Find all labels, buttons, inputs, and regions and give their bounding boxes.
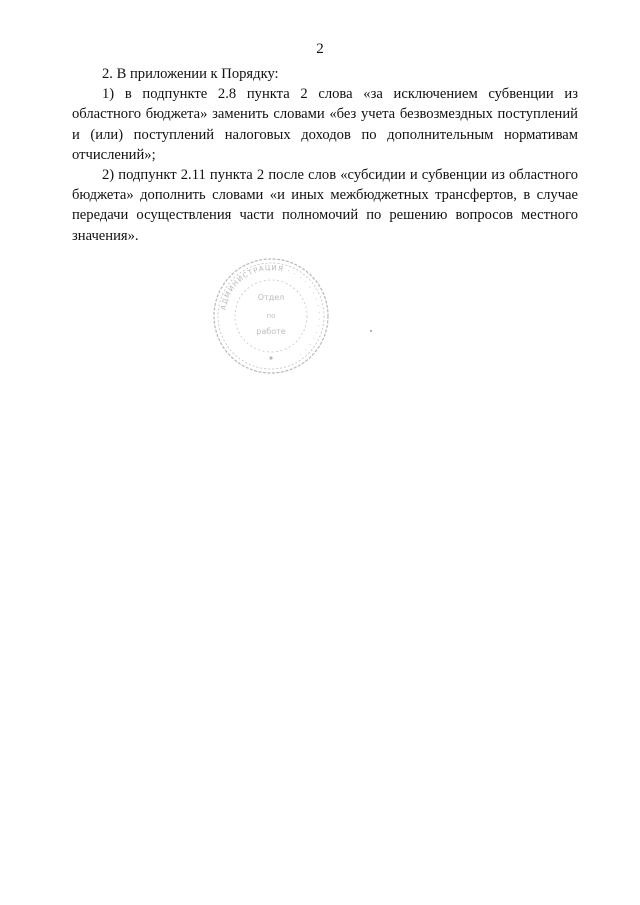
official-seal-stamp	[210, 256, 332, 376]
document-body	[72, 64, 578, 246]
svg-text:работе: работе	[256, 327, 286, 336]
paragraph-item-2: 2) подпункт 2.11 пункта 2 после слов «субсидии и субвенции из областного бюджета» дополнить словами «и иных межбюджетных трансфертов, в случае передачи осуществления части полномочий по решению вопросов местного значения».	[72, 167, 578, 244]
svg-text:АДМИНИСТРАЦИЯ · · · · · · · ·: АДМИНИСТРАЦИЯ · · · · · · · · · · · · · · · ·	[219, 263, 324, 359]
page-number: 2	[316, 41, 324, 57]
stamp-trace-mark	[370, 330, 372, 332]
svg-text:Отдел: Отдел	[257, 293, 285, 302]
svg-text:по: по	[266, 312, 276, 320]
paragraph-item-1: 1) в подпункте 2.8 пункта 2 слова «за исключением субвенции из областного бюджета» заменить словами «без учета безвозмездных поступлений и (или) поступлений налоговых доходов по дополнительным нормативам отчислений»;	[72, 86, 578, 163]
paragraph-heading: 2. В приложении к Порядку:	[102, 66, 279, 82]
